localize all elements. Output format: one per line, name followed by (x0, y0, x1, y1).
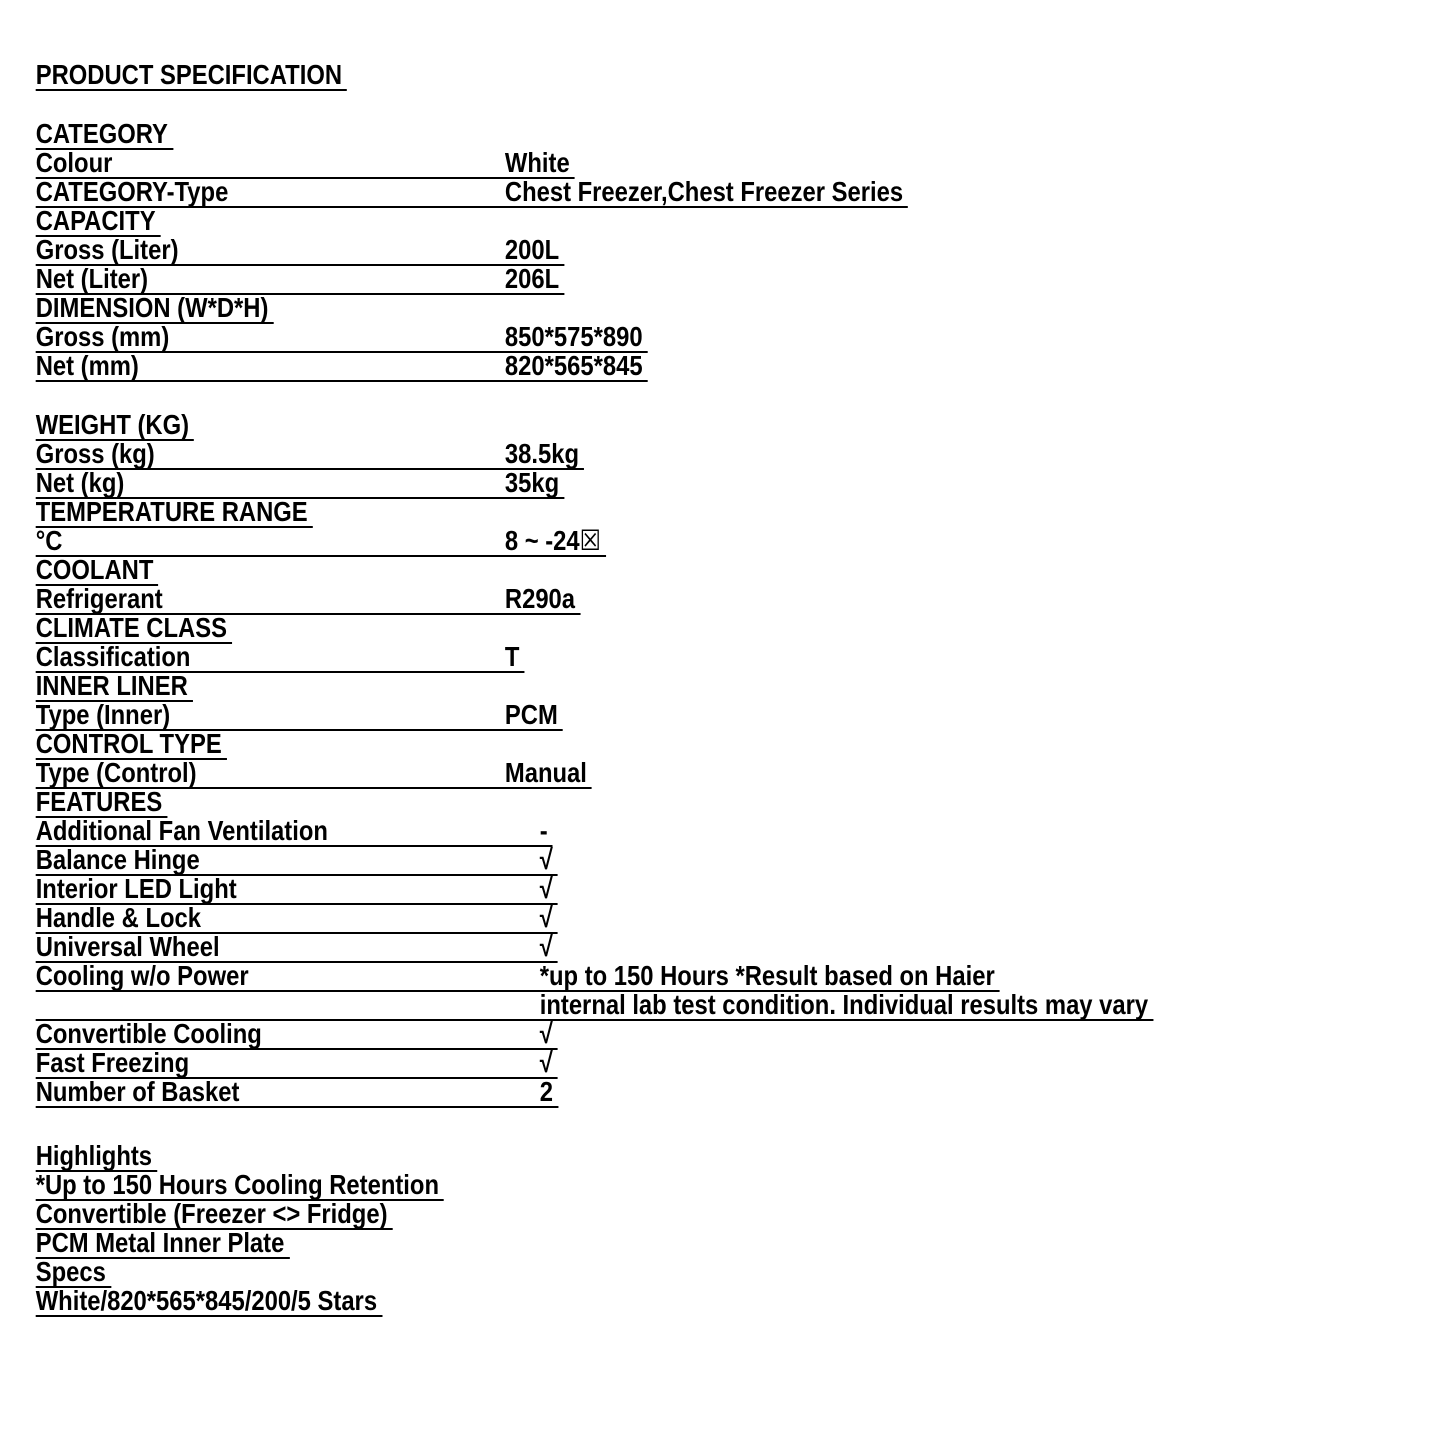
spec-value: 206L (504, 263, 560, 294)
spec-label: WEIGHT (KG) (35, 409, 190, 440)
spec-value: R290a (504, 583, 576, 614)
spec-label: Net (mm) (35, 350, 139, 381)
spec-row (36, 989, 1154, 1021)
spec-row (35, 844, 558, 876)
section-header (35, 292, 274, 324)
spec-label: Universal Wheel (35, 931, 220, 962)
page-title (35, 59, 347, 91)
spec-label: CLIMATE CLASS (35, 612, 227, 643)
spec-label: CATEGORY-Type (35, 176, 229, 207)
spec-row (35, 873, 558, 905)
spec-row (35, 1018, 558, 1050)
spec-row (35, 1047, 558, 1079)
spec-value: Manual (504, 757, 587, 788)
spec-label: Balance Hinge (35, 844, 200, 875)
spec-row (35, 1076, 558, 1108)
spec-label: Fast Freezing (35, 1047, 190, 1078)
spec-label: Net (kg) (35, 467, 125, 498)
section-header (35, 496, 313, 528)
spec-row (35, 931, 558, 963)
spec-value: 2 (539, 1076, 553, 1107)
spec-row (35, 321, 648, 353)
spec-row (35, 525, 606, 557)
spec-label: CAPACITY (35, 205, 156, 236)
spec-value: internal lab test condition. Individual results may vary (539, 989, 1149, 1020)
spec-label: COOLANT (35, 554, 154, 585)
spec-label: CONTROL TYPE (35, 728, 222, 759)
spec-label: INNER LINER (35, 670, 188, 701)
spec-label (36, 992, 540, 1019)
spec-label: Colour (35, 147, 113, 178)
highlight-line (35, 1198, 393, 1230)
spec-label: Specs (35, 1256, 106, 1287)
spec-label: White/820*565*845/200/5 Stars (35, 1285, 378, 1316)
row-spacer (36, 91, 1440, 121)
spec-label: PCM Metal Inner Plate (35, 1227, 285, 1258)
spec-row (35, 176, 908, 208)
spec-value: 850*575*890 (504, 321, 643, 352)
spec-row (35, 641, 525, 673)
spec-value: Chest Freezer,Chest Freezer Series (504, 176, 904, 207)
spec-value: √ (539, 873, 553, 904)
spec-label: Cooling w/o Power (35, 960, 249, 991)
spec-label: Type (Inner) (35, 699, 171, 730)
spec-label: Convertible Cooling (35, 1018, 262, 1049)
spec-label: Classification (35, 641, 191, 672)
section-header (35, 786, 168, 818)
spec-label: Net (Liter) (35, 263, 149, 294)
spec-label: Additional Fan Ventilation (35, 815, 328, 846)
spec-label: Gross (mm) (35, 321, 170, 352)
spec-label: Gross (kg) (35, 438, 155, 469)
spec-row (35, 147, 575, 179)
highlight-line (35, 1140, 157, 1172)
spec-value: PCM (504, 699, 558, 730)
spec-value: 200L (504, 234, 560, 265)
spec-value: √ (539, 931, 553, 962)
spec-value: √ (539, 902, 553, 933)
spec-label: Convertible (Freezer <> Fridge) (35, 1198, 388, 1229)
spec-label: *Up to 150 Hours Cooling Retention (35, 1169, 439, 1200)
spec-row (35, 902, 558, 934)
spec-value: √ (539, 1018, 553, 1049)
spec-value: 38.5kg (504, 438, 579, 469)
section-header (35, 670, 193, 702)
spec-value: White (504, 147, 570, 178)
spec-value: √ (539, 844, 553, 875)
spec-value: T (504, 641, 520, 672)
spec-row (35, 263, 565, 295)
section-header (35, 205, 161, 237)
spec-label: DIMENSION (W*D*H) (35, 292, 269, 323)
spec-row (35, 350, 648, 382)
spec-label: FEATURES (35, 786, 163, 817)
spec-value: 35kg (504, 467, 560, 498)
spec-label: Refrigerant (35, 583, 163, 614)
spec-label: Handle & Lock (35, 902, 202, 933)
spec-label: TEMPERATURE RANGE (35, 496, 308, 527)
row-spacer (36, 382, 1440, 412)
spec-value: - (539, 815, 548, 846)
spec-value: 820*565*845 (504, 350, 643, 381)
spec-value: √ (539, 1047, 553, 1078)
section-header (35, 728, 227, 760)
spec-row (35, 467, 565, 499)
spec-row (35, 234, 565, 266)
highlight-line (35, 1285, 382, 1317)
section-header (35, 554, 159, 586)
spec-label: Interior LED Light (35, 873, 237, 904)
spec-label: Number of Basket (35, 1076, 240, 1107)
highlight-line (35, 1256, 111, 1288)
spec-row (35, 815, 553, 847)
spec-row (35, 438, 584, 470)
spec-label: °C (35, 525, 63, 556)
spec-value: *up to 150 Hours *Result based on Haier (539, 960, 995, 991)
spec-label: CATEGORY (35, 118, 168, 149)
section-header (35, 409, 194, 441)
spec-rows (35, 59, 1440, 1317)
spec-row (35, 757, 592, 789)
section-header (35, 118, 173, 150)
section-header (35, 612, 232, 644)
spec-label: PRODUCT SPECIFICATION (35, 59, 343, 90)
spec-label: Type (Control) (35, 757, 197, 788)
spec-row (35, 699, 563, 731)
spec-row (35, 583, 580, 615)
highlight-line (35, 1227, 290, 1259)
spec-value: 8 ~ -24☒ (504, 525, 602, 556)
row-spacer (36, 1108, 1440, 1143)
highlight-line (35, 1169, 444, 1201)
spec-row (35, 960, 1000, 992)
spec-label: Highlights (35, 1140, 153, 1171)
spec-label: Gross (Liter) (35, 234, 179, 265)
